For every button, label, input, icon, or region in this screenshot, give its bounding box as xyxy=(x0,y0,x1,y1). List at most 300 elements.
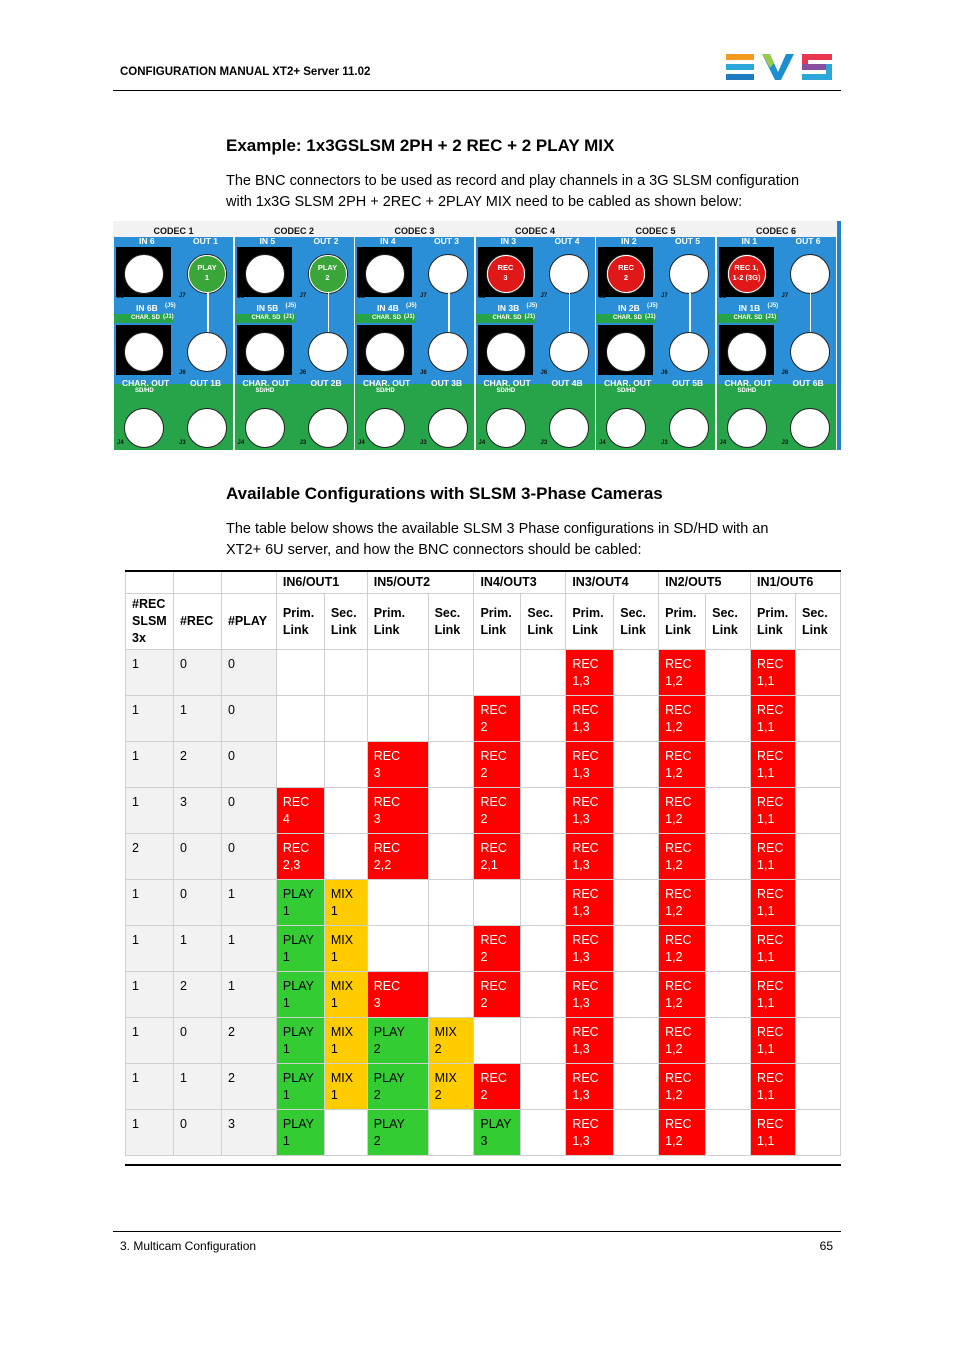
port-outb-label: OUT 4B xyxy=(551,378,583,388)
table-cell: REC 1,2 xyxy=(659,926,706,972)
bnc-inb-connector xyxy=(727,332,767,372)
table-cell xyxy=(614,650,659,696)
port-outb-label: OUT 2B xyxy=(310,378,342,388)
table-cell xyxy=(795,788,840,834)
table-cell: 3 xyxy=(173,788,221,834)
table-cell: 1 xyxy=(126,880,174,926)
table-cell: REC 1,2 xyxy=(659,650,706,696)
channel-badge-label: REC 3 xyxy=(497,263,514,282)
table-column-header: Sec. Link xyxy=(614,594,659,650)
table-cell: REC 2,3 xyxy=(276,834,324,880)
channel-badge xyxy=(728,255,766,293)
table-cell: 0 xyxy=(221,834,276,880)
table-cell xyxy=(221,571,276,594)
table-cell xyxy=(276,742,324,788)
table-cell: 0 xyxy=(221,650,276,696)
table-row xyxy=(126,650,841,696)
table-cell xyxy=(428,1110,474,1156)
char-out-label: CHAR. OUT xyxy=(363,378,411,388)
table-cell: REC 1,1 xyxy=(751,742,796,788)
jack-label: J4 xyxy=(478,440,486,446)
table-cell: 0 xyxy=(221,696,276,742)
table-cell: REC 1,3 xyxy=(566,788,614,834)
header-rule xyxy=(113,90,841,91)
port-out-label: OUT 5 xyxy=(675,236,701,246)
table-cell xyxy=(324,834,367,880)
jack-label: J6 xyxy=(781,370,789,376)
table-group-header: IN1/OUT6 xyxy=(751,571,841,594)
table-row xyxy=(126,742,841,788)
j5-label: (J5) xyxy=(767,303,779,309)
table-cell xyxy=(521,1064,566,1110)
configuration-table xyxy=(125,570,841,1156)
j1-label: (J1) xyxy=(645,314,656,320)
table-cell xyxy=(614,696,659,742)
table-cell xyxy=(521,696,566,742)
table-column-header: Prim. Link xyxy=(751,594,796,650)
table-column-header: #REC xyxy=(173,594,221,650)
bnc-out-connector xyxy=(669,254,709,294)
table-cell xyxy=(706,788,751,834)
char-out-label: CHAR. OUT xyxy=(604,378,652,388)
table-cell xyxy=(795,742,840,788)
jack-label: J6 xyxy=(661,370,668,376)
table-cell: 2 xyxy=(126,834,174,880)
bnc-j3-connector xyxy=(790,408,830,448)
table-cell xyxy=(795,972,840,1018)
j1-label: (J1) xyxy=(283,314,295,320)
table-cell xyxy=(614,972,659,1018)
table-cell: REC 1,1 xyxy=(751,788,796,834)
table-cell: REC 1,2 xyxy=(659,834,706,880)
port-out-label: OUT 1 xyxy=(193,236,219,246)
table-cell xyxy=(428,926,474,972)
jack-label: J3 xyxy=(781,440,789,446)
table-bottom-rule xyxy=(125,1164,841,1166)
table-cell: REC 1,1 xyxy=(751,1110,796,1156)
table-cell: REC 3 xyxy=(367,972,428,1018)
table-cell: REC 1,3 xyxy=(566,880,614,926)
bnc-inb-connector xyxy=(486,332,526,372)
jack-label: J8 xyxy=(719,294,727,300)
table-cell: REC 1,3 xyxy=(566,926,614,972)
table-row xyxy=(126,834,841,880)
port-in-label: IN 4 xyxy=(380,236,396,246)
port-outb-label: OUT 3B xyxy=(431,378,463,388)
table-cell: 2 xyxy=(221,1064,276,1110)
table-cell xyxy=(614,834,659,880)
table-cell xyxy=(428,696,474,742)
table-cell: REC 1,2 xyxy=(659,1064,706,1110)
table-cell: REC 2 xyxy=(474,972,521,1018)
j1-label: (J1) xyxy=(163,314,174,320)
table-cell: REC 2,2 xyxy=(367,834,428,880)
char-out-label: CHAR. OUT xyxy=(483,378,531,388)
table-cell: REC 1,3 xyxy=(566,696,614,742)
table-cell: 1 xyxy=(221,972,276,1018)
footer-rule xyxy=(113,1231,841,1232)
bnc-outb-connector xyxy=(790,332,830,372)
table-cell xyxy=(173,571,221,594)
table-cell xyxy=(324,696,367,742)
table-column-header: Sec. Link xyxy=(521,594,566,650)
jack-label: J8 xyxy=(237,294,245,300)
table-column-header: Prim. Link xyxy=(566,594,614,650)
section-heading-example: Example: 1x3GSLSM 2PH + 2 REC + 2 PLAY MIX xyxy=(226,136,615,155)
table-cell: 0 xyxy=(221,788,276,834)
channel-badge xyxy=(487,255,525,293)
port-inb-label: IN 2B xyxy=(618,303,640,313)
jack-label: J8 xyxy=(358,294,365,300)
bnc-j3-connector xyxy=(308,408,348,448)
table-row xyxy=(126,972,841,1018)
port-in-label: IN 1 xyxy=(741,236,758,246)
bnc-char-out-connector xyxy=(245,408,285,448)
jack-label: J4 xyxy=(358,440,365,446)
table-row xyxy=(126,926,841,972)
table-column-header: Prim. Link xyxy=(659,594,706,650)
table-cell: 1 xyxy=(173,926,221,972)
table-cell: PLAY 1 xyxy=(276,1110,324,1156)
port-in-label: IN 6 xyxy=(139,236,155,246)
table-cell xyxy=(521,1110,566,1156)
table-column-header: Sec. Link xyxy=(706,594,751,650)
bnc-connector-panel xyxy=(113,221,841,450)
table-cell xyxy=(521,926,566,972)
table-cell: REC 1,3 xyxy=(566,1018,614,1064)
table-cell xyxy=(324,788,367,834)
table-cell xyxy=(614,788,659,834)
table-cell: REC 2 xyxy=(474,742,521,788)
table-cell: 0 xyxy=(173,834,221,880)
table-cell xyxy=(367,926,428,972)
table-cell xyxy=(795,1018,840,1064)
table-group-header: IN6/OUT1 xyxy=(276,571,367,594)
bnc-out-connector xyxy=(549,254,589,294)
table-cell xyxy=(428,650,474,696)
table-cell xyxy=(795,1110,840,1156)
table-cell xyxy=(795,834,840,880)
j5-label: (J5) xyxy=(647,303,658,309)
channel-badge xyxy=(188,255,226,293)
table-cell: PLAY 2 xyxy=(367,1110,428,1156)
char-out-label: CHAR. OUT xyxy=(724,378,772,388)
port-in-label: IN 2 xyxy=(621,236,637,246)
j1-label: (J1) xyxy=(524,314,536,320)
table-cell xyxy=(324,742,367,788)
cable-line xyxy=(448,293,450,335)
table-cell: MIX 1 xyxy=(324,1018,367,1064)
char-sd-label: CHAR. SD xyxy=(733,315,763,321)
jack-label: J4 xyxy=(599,440,606,446)
table-cell xyxy=(367,880,428,926)
channel-badge-label: REC 2 xyxy=(618,263,634,282)
table-cell: 2 xyxy=(221,1018,276,1064)
table-cell xyxy=(706,1110,751,1156)
jack-label: J6 xyxy=(540,370,548,376)
port-out-label: OUT 2 xyxy=(313,236,339,246)
jack-label: J6 xyxy=(420,370,427,376)
table-cell: PLAY 2 xyxy=(367,1064,428,1110)
table-cell: 0 xyxy=(173,1018,221,1064)
table-cell: 1 xyxy=(126,650,174,696)
table-cell: REC 1,1 xyxy=(751,1064,796,1110)
table-top-rule xyxy=(125,570,841,572)
bnc-char-out-connector xyxy=(365,408,405,448)
table-cell: MIX 1 xyxy=(324,1064,367,1110)
table-cell: 2 xyxy=(173,742,221,788)
table-cell: PLAY 1 xyxy=(276,926,324,972)
jack-label: J4 xyxy=(237,440,245,446)
sdhd-label: SD/HD xyxy=(737,388,757,394)
jack-label: J4 xyxy=(117,440,124,446)
j5-label: (J5) xyxy=(406,303,417,309)
bnc-outb-connector xyxy=(308,332,348,372)
table-cell: PLAY 1 xyxy=(276,880,324,926)
table-cell: PLAY 3 xyxy=(474,1110,521,1156)
table-row xyxy=(126,788,841,834)
table-column-header: #REC SLSM 3x xyxy=(126,594,174,650)
char-sd-label: CHAR. SD xyxy=(131,315,161,321)
codec-name: CODEC 3 xyxy=(354,226,475,237)
table-cell: 1 xyxy=(221,926,276,972)
port-inb-label: IN 3B xyxy=(497,303,520,313)
table-row xyxy=(126,1110,841,1156)
table-column-header: Prim. Link xyxy=(367,594,428,650)
bnc-j3-connector xyxy=(549,408,589,448)
table-cell: 0 xyxy=(173,1110,221,1156)
table-row xyxy=(126,880,841,926)
jack-label: J7 xyxy=(661,293,668,299)
table-group-header: IN3/OUT4 xyxy=(566,571,659,594)
jack-label: J3 xyxy=(661,440,668,446)
char-out-label: CHAR. OUT xyxy=(122,378,170,388)
table-cell: REC 1,1 xyxy=(751,834,796,880)
table-cell xyxy=(795,1064,840,1110)
table-cell: 0 xyxy=(173,880,221,926)
table-cell xyxy=(428,880,474,926)
jack-label: J8 xyxy=(117,294,124,300)
bnc-char-out-connector xyxy=(727,408,767,448)
table-column-header: Sec. Link xyxy=(324,594,367,650)
port-inb-label: IN 1B xyxy=(738,303,761,313)
bnc-j3-connector xyxy=(428,408,468,448)
table-cell: REC 1,3 xyxy=(566,1064,614,1110)
jack-label: J7 xyxy=(299,293,307,299)
bnc-char-out-connector xyxy=(486,408,526,448)
table-cell: REC 2 xyxy=(474,696,521,742)
codec-block xyxy=(354,221,475,450)
j5-label: (J5) xyxy=(526,303,538,309)
bnc-inb-connector xyxy=(245,332,285,372)
table-cell: 3 xyxy=(221,1110,276,1156)
table-cell xyxy=(706,834,751,880)
table-cell: PLAY 2 xyxy=(367,1018,428,1064)
jack-label: J7 xyxy=(179,293,186,299)
table-cell: REC 1,1 xyxy=(751,972,796,1018)
table-cell: 1 xyxy=(173,696,221,742)
codec-block xyxy=(716,221,837,450)
char-sd-label: CHAR. SD xyxy=(372,315,402,321)
bnc-inb-connector xyxy=(124,332,164,372)
bnc-in-connector xyxy=(365,254,405,294)
cable-line xyxy=(328,293,330,335)
cable-line xyxy=(207,293,209,335)
section-paragraph-example: The BNC connectors to be used as record and play channels in a 3G SLSM configuration with 1x3G SLSM 2PH + 2REC + 2PLAY MIX need to be cabled as shown below: xyxy=(226,173,800,210)
codec-block xyxy=(234,221,355,450)
jack-label: J3 xyxy=(299,440,307,446)
bnc-outb-connector xyxy=(549,332,589,372)
table-cell: REC 4 xyxy=(276,788,324,834)
table-cell xyxy=(367,650,428,696)
table-cell: REC 1,1 xyxy=(751,696,796,742)
table-cell xyxy=(521,834,566,880)
table-cell xyxy=(795,650,840,696)
table-cell: 0 xyxy=(221,742,276,788)
table-cell: 1 xyxy=(126,742,174,788)
table-cell xyxy=(428,834,474,880)
jack-label: J6 xyxy=(299,370,307,376)
table-group-header: IN4/OUT3 xyxy=(474,571,566,594)
table-cell: REC 1,1 xyxy=(751,926,796,972)
table-cell: REC 1,3 xyxy=(566,742,614,788)
channel-badge xyxy=(607,255,645,293)
table-cell: PLAY 1 xyxy=(276,1064,324,1110)
table-cell xyxy=(614,1018,659,1064)
table-cell: 0 xyxy=(173,650,221,696)
codec-name: CODEC 4 xyxy=(475,226,596,237)
jack-label: J7 xyxy=(420,293,427,299)
table-cell: 1 xyxy=(126,788,174,834)
bnc-outb-connector xyxy=(187,332,227,372)
table-cell: MIX 1 xyxy=(324,880,367,926)
jack-label: J8 xyxy=(599,294,606,300)
char-sd-label: CHAR. SD xyxy=(613,315,643,321)
section-heading-configurations: Available Configurations with SLSM 3-Phase Cameras xyxy=(226,484,663,503)
table-cell: REC 1,1 xyxy=(751,650,796,696)
bnc-out-connector xyxy=(790,254,830,294)
table-cell: 1 xyxy=(126,1110,174,1156)
table-cell: REC 1,3 xyxy=(566,834,614,880)
table-cell xyxy=(276,696,324,742)
table-cell xyxy=(614,742,659,788)
table-cell xyxy=(614,1110,659,1156)
table-cell xyxy=(614,1064,659,1110)
bnc-char-out-connector xyxy=(606,408,646,448)
table-cell xyxy=(614,880,659,926)
port-out-label: OUT 4 xyxy=(554,236,580,246)
table-cell: REC 2 xyxy=(474,1064,521,1110)
table-cell: MIX 2 xyxy=(428,1018,474,1064)
cable-line xyxy=(689,293,691,335)
table-cell xyxy=(324,650,367,696)
table-cell xyxy=(706,1064,751,1110)
table-cell: REC 1,3 xyxy=(566,972,614,1018)
table-group-header: IN5/OUT2 xyxy=(367,571,474,594)
header-title: CONFIGURATION MANUAL XT2+ Server 11.02 xyxy=(120,66,371,78)
table-row xyxy=(126,696,841,742)
table-cell: REC 1,2 xyxy=(659,696,706,742)
table-cell xyxy=(428,972,474,1018)
sdhd-label: SD/HD xyxy=(376,388,395,394)
codec-block xyxy=(113,221,234,450)
port-out-label: OUT 3 xyxy=(434,236,460,246)
table-cell xyxy=(428,788,474,834)
table-cell: REC 1,2 xyxy=(659,880,706,926)
table-cell xyxy=(521,650,566,696)
table-cell: 1 xyxy=(173,1064,221,1110)
table-cell xyxy=(276,650,324,696)
channel-badge xyxy=(309,255,347,293)
jack-label: J3 xyxy=(420,440,427,446)
bnc-outb-connector xyxy=(428,332,468,372)
table-cell: REC 1,3 xyxy=(566,650,614,696)
table-cell xyxy=(795,880,840,926)
table-cell: REC 1,2 xyxy=(659,1110,706,1156)
table-cell: MIX 2 xyxy=(428,1064,474,1110)
port-inb-label: IN 4B xyxy=(377,303,399,313)
channel-badge-label: REC 1, 1-2 (3G) xyxy=(732,263,761,282)
table-cell xyxy=(521,880,566,926)
table-cell xyxy=(706,650,751,696)
jack-label: J8 xyxy=(478,294,486,300)
codec-block xyxy=(595,221,716,450)
codec-name: CODEC 2 xyxy=(234,226,355,237)
table-cell: 1 xyxy=(126,696,174,742)
codec-block xyxy=(475,221,596,450)
table-cell xyxy=(428,742,474,788)
codec-name: CODEC 6 xyxy=(716,226,837,237)
bnc-in-connector xyxy=(124,254,164,294)
table-cell xyxy=(706,696,751,742)
footer-section: 3. Multicam Configuration xyxy=(120,1239,257,1253)
sdhd-label: SD/HD xyxy=(496,388,516,394)
table-cell: MIX 1 xyxy=(324,972,367,1018)
table-cell: 2 xyxy=(173,972,221,1018)
bnc-inb-connector xyxy=(606,332,646,372)
port-out-label: OUT 6 xyxy=(795,236,821,246)
bnc-outb-connector xyxy=(669,332,709,372)
sdhd-label: SD/HD xyxy=(255,388,275,394)
table-cell xyxy=(521,788,566,834)
table-cell xyxy=(706,880,751,926)
table-group-header: IN2/OUT5 xyxy=(659,571,751,594)
table-column-header: Prim. Link xyxy=(276,594,324,650)
char-sd-label: CHAR. SD xyxy=(251,315,281,321)
table-cell: REC 3 xyxy=(367,742,428,788)
j1-label: (J1) xyxy=(765,314,777,320)
table-cell: 1 xyxy=(126,1018,174,1064)
channel-badge-label: PLAY 2 xyxy=(317,263,338,282)
table-column-header: Sec. Link xyxy=(428,594,474,650)
table-cell xyxy=(706,926,751,972)
table-cell: REC 2 xyxy=(474,788,521,834)
table-cell xyxy=(706,1018,751,1064)
table-cell xyxy=(795,696,840,742)
table-cell: REC 1,2 xyxy=(659,742,706,788)
table-cell xyxy=(367,696,428,742)
port-in-label: IN 3 xyxy=(500,236,517,246)
table-cell: REC 1,2 xyxy=(659,788,706,834)
bnc-j3-connector xyxy=(669,408,709,448)
char-sd-label: CHAR. SD xyxy=(492,315,522,321)
table-cell: REC 2 xyxy=(474,926,521,972)
table-cell xyxy=(126,571,174,594)
table-cell: PLAY 1 xyxy=(276,1018,324,1064)
table-group-header-row xyxy=(126,571,841,594)
bnc-out-connector xyxy=(428,254,468,294)
table-cell: REC 1,2 xyxy=(659,1018,706,1064)
